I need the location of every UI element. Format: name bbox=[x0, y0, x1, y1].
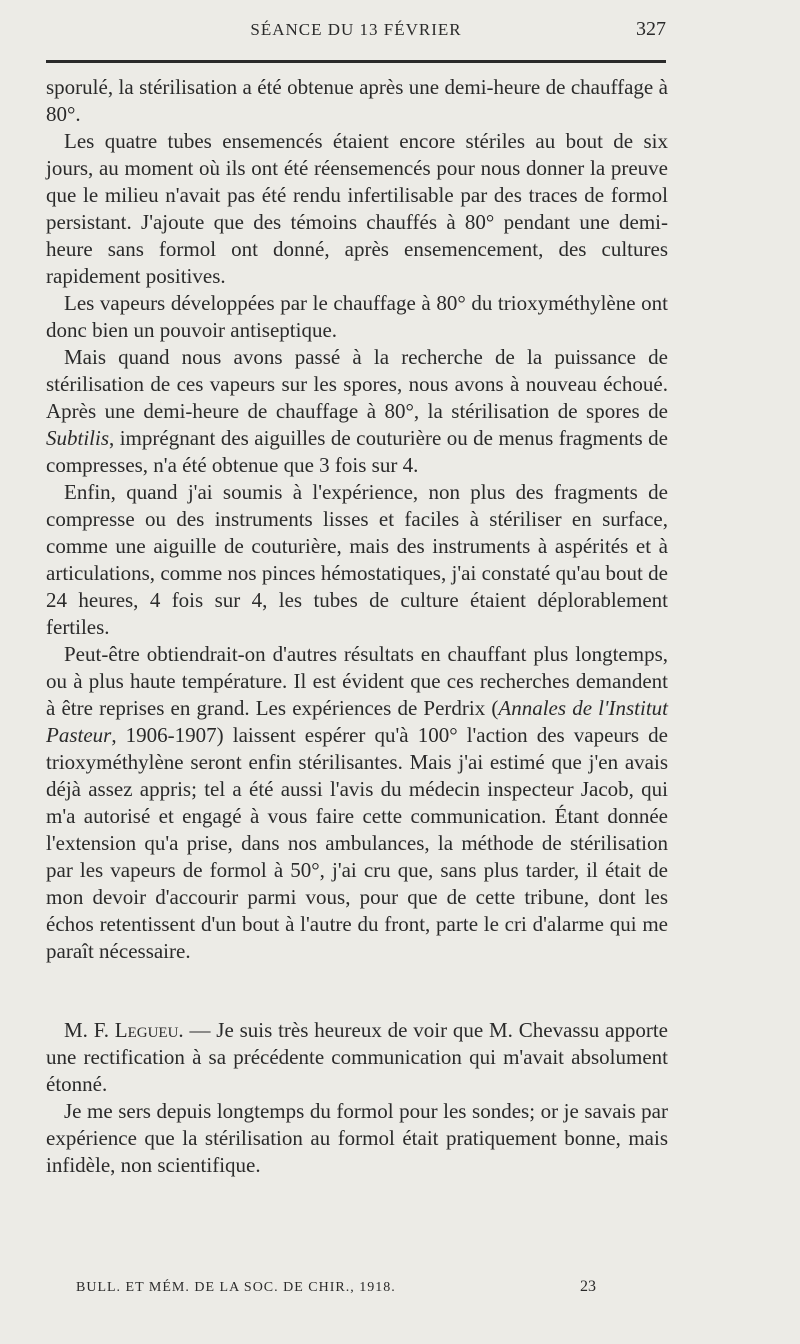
text-run: Mais quand nous avons passé à la recherche de la puissance de stérilisation de ces vapeurs sur les spores, nous avons à nouveau échoué. Après une demi-heure de chauffage à 80°, la stérilisation de spores de bbox=[46, 345, 668, 423]
running-title: SÉANCE DU 13 FÉVRIER bbox=[250, 20, 462, 39]
footer-source: BULL. ET MÉM. DE LA SOC. DE CHIR., 1918. bbox=[76, 1280, 396, 1295]
running-head bbox=[46, 18, 666, 44]
header-rule bbox=[46, 60, 666, 63]
text-run: Peut-être obtiendrait-on d'autres résultats en chauffant plus longtemps, ou à plus haute température. Il est évident que ces recherches demandent à être reprises en grand. Les expériences de Perdrix ( bbox=[46, 642, 668, 720]
paragraph: Les vapeurs développées par le chauffage à 80° du trioxyméthylène ont donc bien un pouvoir antiseptique. bbox=[46, 291, 668, 342]
paragraph: Je me sers depuis longtemps du formol pour les sondes; or je savais par expérience que la stérilisation au formol était pratiquement bonne, mais infidèle, non scientifique. bbox=[46, 1099, 668, 1177]
section-gap bbox=[46, 965, 668, 1017]
journal-title: Annales de l'Institut Pasteur bbox=[46, 696, 668, 747]
paragraph bbox=[46, 1017, 668, 1098]
footer bbox=[46, 1280, 666, 1304]
body-text bbox=[46, 74, 668, 1179]
speaker-name: M. F. Legueu. bbox=[64, 1018, 184, 1042]
text-run: , 1906-1907) laissent espérer qu'à 100° l'action des vapeurs de trioxyméthylène seront enfin stérilisantes. Mais j'ai estimé que j'en avais déjà assez appris; tel a été aussi l'avis du médecin inspecteur Jacob, qui m'a autorisé et engagé à vous faire cette communication. Étant donnée l'extension qu'a prise, dans nos ambulances, la méthode de stérilisation par les vapeurs de formol à 50°, j'ai cru que, sans plus tarder, il était de mon devoir d'accourir parmi vous, pour que de cette tribune, dont les échos retentissent d'un bout à l'autre du front, parte le cri d'alarme qui me paraît nécessaire. bbox=[46, 723, 668, 963]
species-name: Subtilis bbox=[46, 426, 110, 450]
signature-mark: 23 bbox=[580, 1278, 596, 1295]
paragraph bbox=[46, 344, 668, 479]
text-run: — Je suis très heureux de voir que M. Chevassu apporte une rectification à sa précédente communication qui m'avait absolument étonné. bbox=[46, 1018, 669, 1096]
text-run: , imprégnant des aiguilles de couturière ou de menus fragments de compresses, n'a été obtenue que 3 fois sur 4. bbox=[46, 426, 668, 477]
paragraph: Les quatre tubes ensemencés étaient encore stériles au bout de six jours, au moment où ils ont été réensemencés pour nous donner la preuve que le milieu n'avait pas été rendu infertilisable par des traces de formol persistant. J'ajoute que des témoins chauffés à 80° pendant une demi-heure sans formol ont donné, après ensemencement, des cultures rapidement positives. bbox=[46, 129, 668, 288]
page-number: 327 bbox=[636, 18, 666, 40]
paragraph: Enfin, quand j'ai soumis à l'expérience, non plus des fragments de compresse ou des instruments lisses et faciles à stériliser en surface, comme une aiguille de couturière, mais des instruments à aspérités et à articulations, comme nos pinces hémostatiques, j'ai constaté qu'au bout de 24 heures, 4 fois sur 4, les tubes de culture étaient déplorablement fertiles. bbox=[46, 480, 668, 639]
paragraph: sporulé, la stérilisation a été obtenue après une demi-heure de chauffage à 80°. bbox=[46, 75, 668, 126]
paragraph bbox=[46, 641, 668, 965]
